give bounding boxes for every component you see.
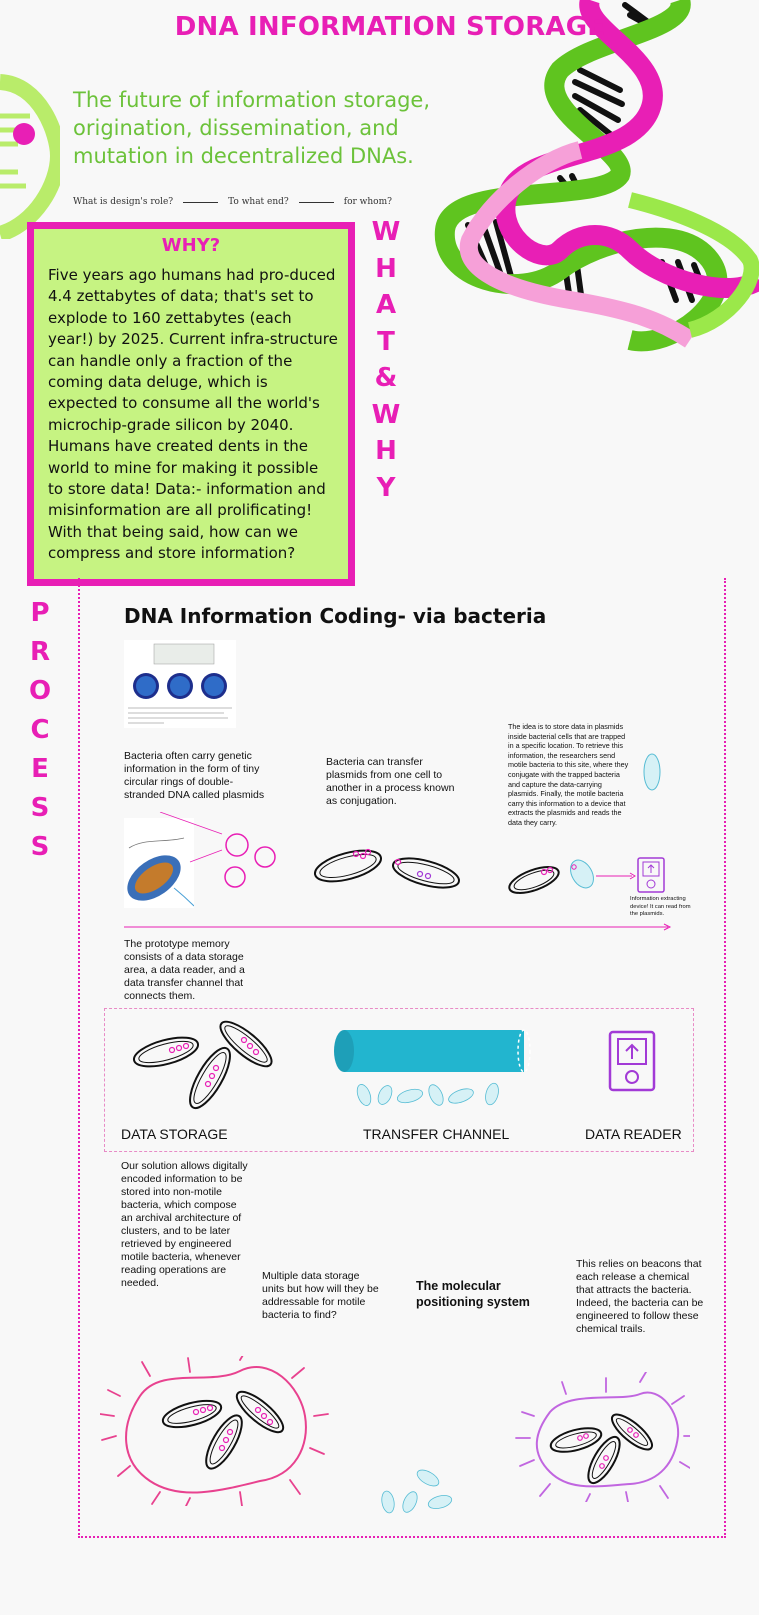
letter: W xyxy=(371,399,401,430)
multiple-storage-text: Multiple data storage units but how will they be addressable for motile bacteria to find? xyxy=(262,1270,379,1321)
letter: & xyxy=(374,363,398,393)
data-reader-device-icon xyxy=(608,1030,656,1092)
question-whom: for whom? xyxy=(343,197,392,207)
letter: O xyxy=(28,676,52,706)
letter: W xyxy=(371,217,401,247)
storage-cluster-illustration xyxy=(100,1356,330,1506)
motile-bacteria-illustration xyxy=(372,1462,462,1522)
reference-figure-petri-dishes xyxy=(124,640,236,728)
process-heading: DNA Information Coding- via bacteria xyxy=(124,604,547,628)
idea-text: The idea is to store data in plasmids inside bacterial cells that are trapped in a specific location. To retrieve this information, the researchers send motile bacteria to this site, where they conjugate with the trapped bacteria and capture the data-carrying plasmids. Finally, the motile bacteria carry this information to a device that extracts the plasmids and reads the data they carry. xyxy=(508,722,629,827)
data-storage-illustration xyxy=(128,1018,278,1114)
question-divider xyxy=(183,202,218,203)
page-title: DNA INFORMATION STORAGE xyxy=(174,12,606,42)
why-body-text: Five years ago humans had pro-duced 4.4 zettabytes of data; that's set to explode to 160 zettabytes (each year!) by 2025. Current infra-structure can handle only a fraction of the coming data deluge, which is expected to consume all the world's microchip-grade silicon by 2040. Humans have created dents in the world to mine for making it possible to store data! Data:- information and misinformation are all prolificating! With that being said, how can we compress and store information? xyxy=(48,266,338,563)
prototype-text: The prototype memory consists of a data storage area, a data reader, and a data transfer channel that connects them. xyxy=(124,938,245,1002)
data-storage-label: DATA STORAGE xyxy=(121,1126,228,1142)
device-text: Information extracting device! It can read from the plasmids. xyxy=(630,896,691,918)
plasmid-rings-diagram xyxy=(150,812,280,892)
why-heading: WHY? xyxy=(161,235,221,256)
letter: E xyxy=(31,754,49,784)
dna-left-decoration xyxy=(0,74,60,239)
question-divider xyxy=(299,202,334,203)
letter: S xyxy=(30,793,50,823)
letter: H xyxy=(375,253,397,284)
transfer-channel-illustration xyxy=(330,1026,536,1112)
letter: H xyxy=(375,436,397,466)
process-label xyxy=(20,594,60,867)
page-subtitle: The future of information storage, origination, dissemination, and mutation in decentralized DNAs. xyxy=(73,88,430,168)
letter: C xyxy=(30,715,50,745)
letter: S xyxy=(30,832,50,862)
process-arrow xyxy=(124,922,674,932)
conjugation-text: Bacteria can transfer plasmids from one cell to another in a process known as conjugation. xyxy=(326,756,455,807)
what-and-why-label xyxy=(366,214,406,506)
question-end: To what end? xyxy=(228,197,289,207)
letter: T xyxy=(377,326,395,357)
question-role: What is design's role? xyxy=(73,197,174,207)
transfer-channel-label: TRANSFER CHANNEL xyxy=(363,1126,510,1142)
beacon-cluster-illustration xyxy=(510,1372,690,1502)
solution-text: Our solution allows digitally encoded information to be stored into non-motile bacteria, which compose an archival architecture of clusters, and to be later retrieved by engineered motile bacteria, whenever reading operations are needed. xyxy=(121,1160,248,1289)
design-questions xyxy=(73,197,392,207)
plasmids-text: Bacteria often carry genetic information in the form of tiny circular rings of double-stranded DNA called plasmids xyxy=(124,750,265,801)
conjugation-bacteria-illustration xyxy=(308,840,468,890)
letter: A xyxy=(375,290,397,320)
dna-helix-illustration xyxy=(430,0,759,370)
why-box xyxy=(27,222,355,586)
mps-heading: The molecular positioning system xyxy=(416,1279,530,1309)
letter: P xyxy=(30,598,50,628)
motile-bacterium-top xyxy=(640,750,664,794)
data-reader-label: DATA READER xyxy=(585,1126,682,1142)
letter: Y xyxy=(376,472,396,503)
letter: R xyxy=(29,637,51,667)
beacons-text: This relies on beacons that each release a chemical that attracts the bacteria. Indeed, the bacteria can be engineered to follow these chemical trails. xyxy=(576,1258,704,1335)
